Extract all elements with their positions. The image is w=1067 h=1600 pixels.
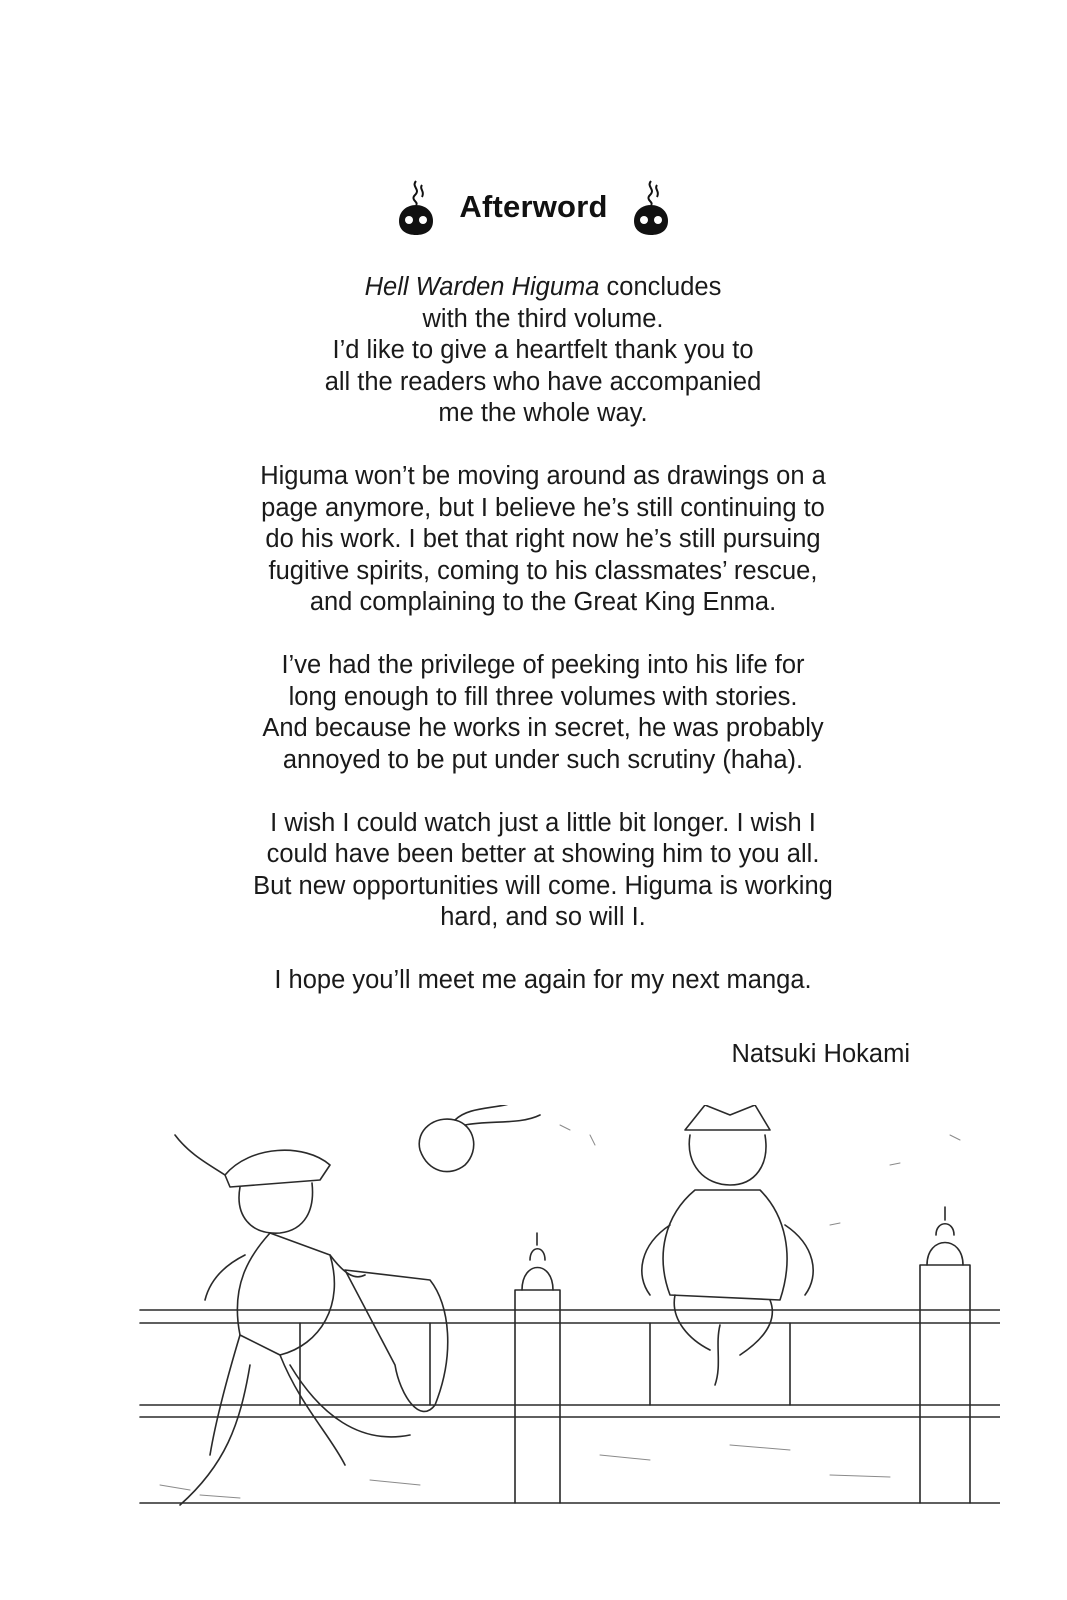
warden-head bbox=[239, 1183, 312, 1233]
paragraph-1 bbox=[233, 272, 853, 430]
afterword-body bbox=[233, 272, 853, 1028]
text-line: But new opportunities will come. Higuma is working bbox=[253, 871, 833, 900]
flame-spirit-sketch bbox=[419, 1119, 473, 1172]
text-line: me the whole way. bbox=[438, 399, 648, 427]
railing-bottom bbox=[140, 1405, 1000, 1417]
warden-sword bbox=[345, 1270, 448, 1411]
text-line: fugitive spirits, coming to his classmates’ rescue, bbox=[268, 556, 818, 585]
paragraph-3 bbox=[233, 650, 853, 776]
flame-trail bbox=[455, 1105, 540, 1125]
text-line: annoyed to be put under such scrutiny (haha). bbox=[282, 745, 804, 774]
text-line: could have been better at showing him to you all. bbox=[266, 840, 820, 868]
king-head bbox=[689, 1135, 766, 1185]
post-cap bbox=[927, 1207, 963, 1265]
king-headdress bbox=[685, 1105, 770, 1130]
paragraph-4 bbox=[233, 808, 853, 934]
railing-post bbox=[515, 1290, 560, 1503]
text-line: And because he works in secret, he was probably bbox=[262, 714, 824, 742]
author-signature: Natsuki Hokami bbox=[731, 1040, 910, 1068]
post-cap bbox=[522, 1233, 553, 1290]
king-legs bbox=[674, 1295, 772, 1355]
railing-post bbox=[920, 1265, 970, 1503]
text-line: page anymore, but I believe he’s still continuing to bbox=[261, 493, 825, 522]
text-line: long enough to fill three volumes with stories. bbox=[288, 682, 798, 711]
warden-horn bbox=[175, 1135, 225, 1175]
sketch-illustration bbox=[130, 1105, 1000, 1525]
text-line: hard, and so will I. bbox=[440, 903, 646, 931]
sparkle-marks bbox=[560, 1125, 960, 1225]
text-fragment: concludes bbox=[599, 273, 722, 301]
text-line: Higuma won’t be moving around as drawings on a bbox=[260, 462, 826, 490]
illustration-drawing bbox=[130, 1105, 1000, 1525]
book-title-italic: Hell Warden Higuma bbox=[364, 273, 600, 301]
text-line: and complaining to the Great King Enma. bbox=[309, 588, 777, 616]
warden-body bbox=[237, 1233, 334, 1355]
text-line: I’ve had the privilege of peeking into his life for bbox=[281, 651, 805, 679]
text-line: do his work. I bet that right now he’s still pursuing bbox=[265, 525, 821, 553]
king-body bbox=[663, 1190, 787, 1300]
hatching bbox=[160, 1445, 890, 1498]
baluster bbox=[300, 1323, 790, 1405]
text-line bbox=[233, 272, 853, 304]
title-row bbox=[0, 172, 1067, 242]
warden-arm bbox=[205, 1255, 365, 1300]
text-line: I wish I could watch just a little bit longer. I wish I bbox=[270, 808, 816, 837]
text-line: with the third volume. bbox=[422, 304, 664, 333]
paragraph-5 bbox=[233, 965, 853, 997]
text-line: all the readers who have accompanied bbox=[324, 367, 762, 396]
flame-spirit-icon bbox=[626, 175, 676, 239]
king-chain bbox=[715, 1325, 720, 1385]
text-line: I hope you’ll meet me again for my next manga. bbox=[274, 966, 812, 994]
railing-top bbox=[140, 1310, 1000, 1323]
paragraph-2 bbox=[233, 461, 853, 619]
flame-spirit-icon bbox=[391, 175, 441, 239]
page-title: Afterword bbox=[459, 189, 608, 224]
text-line: I’d like to give a heartfelt thank you to bbox=[332, 336, 754, 364]
warden-figure bbox=[225, 1150, 330, 1187]
